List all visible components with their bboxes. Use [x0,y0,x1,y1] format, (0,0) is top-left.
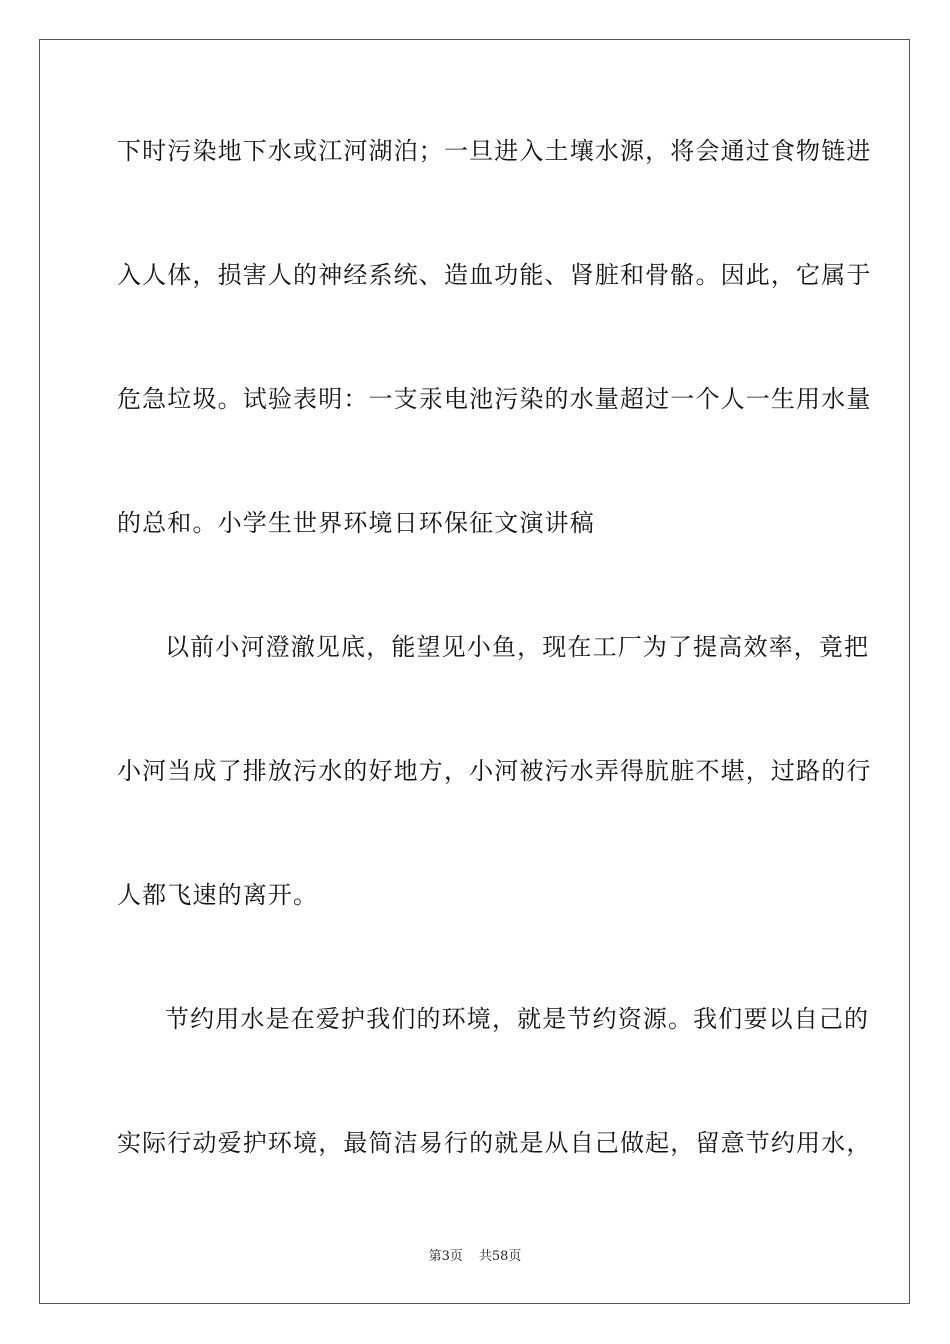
page-footer [0,1248,950,1266]
body-line-6: 小河当成了排放污水的好地方，小河被污水弄得肮脏不堪，过路的行 [117,757,872,785]
body-line-9: 实际行动爱护环境，最简洁易行的就是从自己做起，留意节约用水， [117,1129,872,1157]
body-line-8: 节约用水是在爱护我们的环境，就是节约资源。我们要以自己的 [165,1005,870,1033]
body-line-1: 下时污染地下水或江河湖泊；一旦进入土壤水源，将会通过食物链进 [117,137,872,165]
current-page-number: 第3页 [428,1249,463,1264]
page-border [39,39,910,1304]
body-line-2: 入人体，损害人的神经系统、造血功能、肾脏和骨骼。因此，它属于 [117,261,872,289]
body-line-7: 人都飞速的离开。 [117,881,319,909]
body-line-4: 的总和。小学生世界环境日环保征文演讲稿 [117,509,595,537]
body-line-5: 以前小河澄澈见底，能望见小鱼，现在工厂为了提高效率，竟把 [165,633,870,661]
body-line-3: 危急垃圾。试验表明：一支汞电池污染的水量超过一个人一生用水量 [117,385,872,413]
total-page-count: 共58页 [478,1249,522,1264]
